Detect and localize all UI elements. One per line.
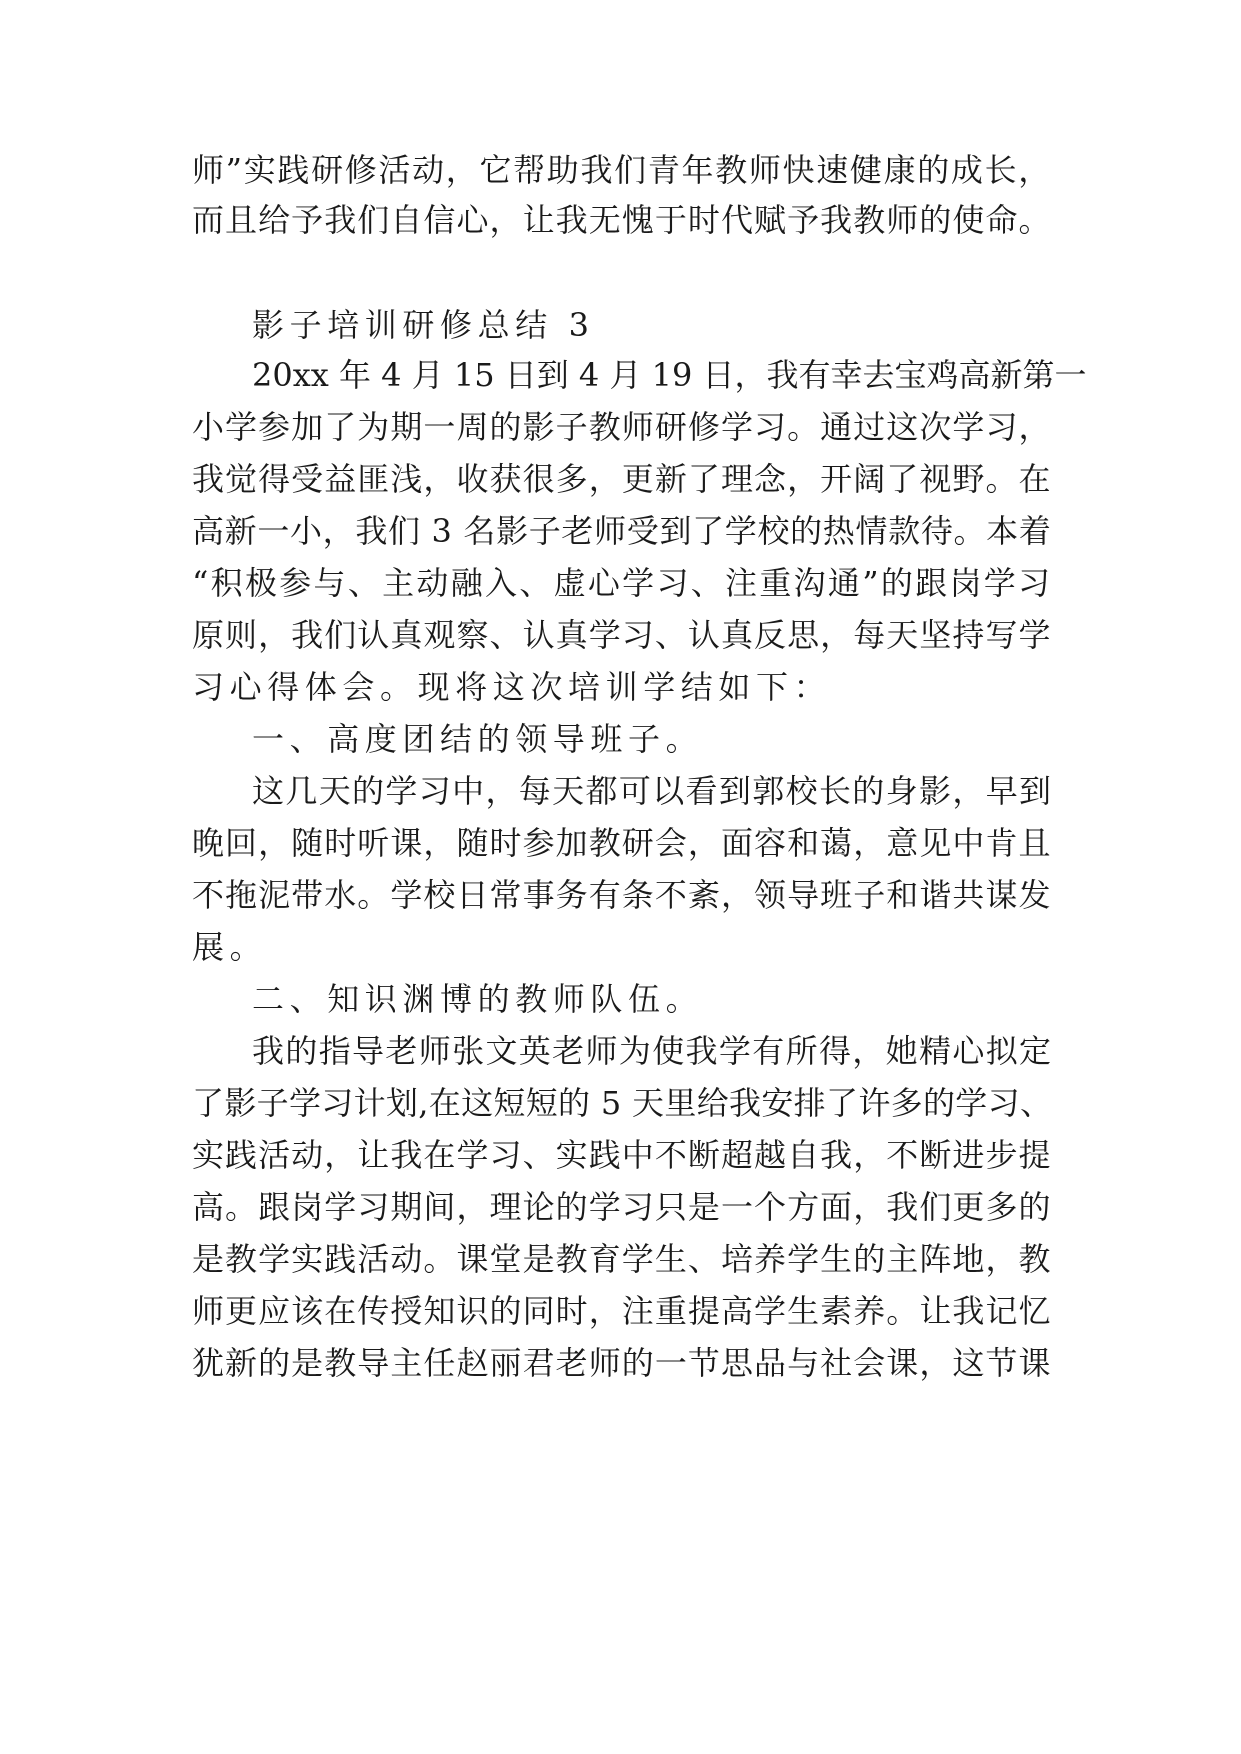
paragraph-line: “积极参与、主动融入、虚心学习、注重沟通”的跟岗学习 — [192, 564, 1053, 602]
paragraph-line: 晚回，随时听课，随时参加教研会，面容和蔼，意见中肯且 — [192, 824, 1052, 862]
section-title: 影子培训研修总结 3 — [252, 306, 595, 344]
paragraph-line: 不拖泥带水。学校日常事务有条不紊，领导班子和谐共谋发 — [192, 876, 1052, 914]
paragraph-line: 是教学实践活动。课堂是教育学生、培养学生的主阵地，教 — [192, 1240, 1052, 1278]
paragraph-line: 高。跟岗学习期间，理论的学习只是一个方面，我们更多的 — [192, 1188, 1052, 1226]
paragraph-line: 我的指导老师张文英老师为使我学有所得，她精心拟定 — [252, 1032, 1053, 1070]
paragraph-line: 原则，我们认真观察、认真学习、认真反思，每天坚持写学 — [192, 616, 1052, 654]
paragraph-line: 高新一小，我们 3 名影子老师受到了学校的热情款待。本着 — [192, 512, 1052, 550]
paragraph-line: 习心得体会。现将这次培训学结如下： — [192, 668, 832, 706]
paragraph-line: 犹新的是教导主任赵丽君老师的一节思品与社会课，这节课 — [192, 1344, 1052, 1382]
intro-line: 而且给予我们自信心，让我无愧于时代赋予我教师的使命。 — [192, 201, 1052, 239]
paragraph-line: 我觉得受益匪浅，收获很多，更新了理念，开阔了视野。在 — [192, 460, 1052, 498]
paragraph-line: 20xx 年 4 月 15 日到 4 月 19 日，我有幸去宝鸡高新第一 — [252, 356, 1087, 394]
document-page — [192, 0, 1087, 1754]
section-heading: 二、知识渊博的教师队伍。 — [252, 980, 704, 1018]
intro-line: 师”实践研修活动，它帮助我们青年教师快速健康的成长， — [192, 151, 1052, 189]
paragraph-line: 这几天的学习中，每天都可以看到郭校长的身影，早到 — [252, 772, 1053, 810]
paragraph-line: 展。 — [192, 928, 268, 966]
paragraph-line: 了影子学习计划,在这短短的 5 天里给我安排了许多的学习、 — [192, 1084, 1053, 1122]
paragraph-line: 实践活动，让我在学习、实践中不断超越自我，不断进步提 — [192, 1136, 1052, 1174]
paragraph-line: 师更应该在传授知识的同时，注重提高学生素养。让我记忆 — [192, 1292, 1052, 1330]
paragraph-line: 小学参加了为期一周的影子教师研修学习。通过这次学习， — [192, 408, 1052, 446]
section-heading: 一、高度团结的领导班子。 — [252, 720, 704, 758]
